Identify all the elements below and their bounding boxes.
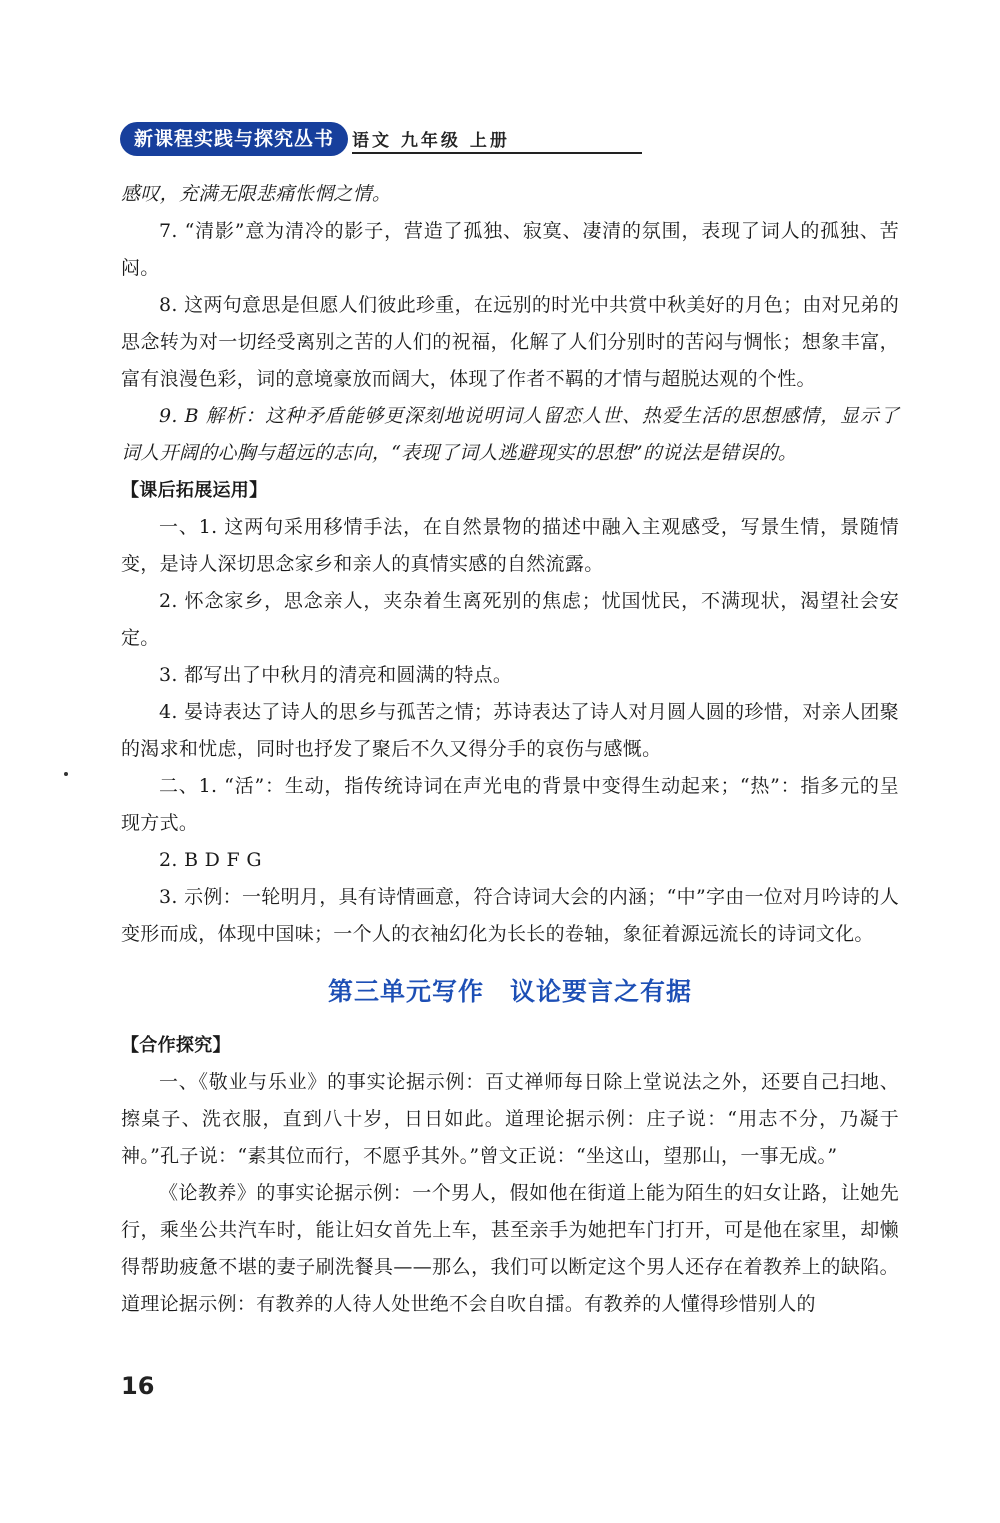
answer-9: 9. B 解析：这种矛盾能够更深刻地说明词人留恋人世、热爱生活的思想感情，显示了词人开阔的心胸与超远的志向，“表现了词人逃避现实的思想”的说法是错误的。 xyxy=(121,405,899,464)
paragraph-evidence-1: 一、《敬业与乐业》的事实论据示例：百丈禅师每日除上堂说法之外，还要自己扫地、擦桌子、洗衣服，直到八十岁，日日如此。道理论据示例：庄子说：“用志不分，乃凝于神。”孔子说：“素其位而行，不愿乎其外。”曾文正说：“坐这山，望那山，一事无成。” xyxy=(121,1071,899,1167)
margin-dot xyxy=(64,772,68,776)
answer-2-2: 2. B D F G xyxy=(159,849,262,871)
header-rule xyxy=(352,152,642,154)
section-heading-cooperation: 【合作探究】 xyxy=(121,1035,231,1056)
answer-2-1: 二、1. “活”：生动，指传统诗词在声光电的背景中变得生动起来；“热”：指多元的呈现方式。 xyxy=(121,775,899,834)
answer-8: 8. 这两句意思是但愿人们彼此珍重，在远别的时光中共赏中秋美好的月色；由对兄弟的思念转为对一切经受离别之苦的人们的祝福，化解了人们分别时的苦闷与惆怅；想象丰富，富有浪漫色彩，词的意境豪放而阔大，体现了作者不羁的才情与超脱达观的个性。 xyxy=(121,294,899,390)
chapter-title-topic: 议论要言之有据 xyxy=(510,977,693,1006)
chapter-title xyxy=(121,969,899,1015)
answer-1-1: 一、1. 这两句采用移情手法，在自然景物的描述中融入主观感受，写景生情，景随情变，是诗人深切思念家乡和亲人的真情实感的自然流露。 xyxy=(121,516,899,575)
paragraph: 感叹，充满无限悲痛怅惘之情。 xyxy=(121,183,392,205)
page-number: 16 xyxy=(121,1372,155,1400)
series-badge: 新课程实践与探究丛书 xyxy=(120,122,348,156)
section-heading-extension: 【课后拓展运用】 xyxy=(121,480,268,501)
running-header xyxy=(120,122,520,158)
answer-2-3: 3. 示例：一轮明月，具有诗情画意，符合诗词大会的内涵；“中”字由一位对月吟诗的人变形而成，体现中国味；一个人的衣袖幻化为长长的卷轴，象征着源远流长的诗词文化。 xyxy=(121,886,899,945)
answer-7: 7. “清影”意为清冷的影子，营造了孤独、寂寞、凄清的氛围，表现了词人的孤独、苦闷。 xyxy=(121,220,899,279)
chapter-title-unit: 第三单元写作 xyxy=(327,977,484,1006)
answer-1-2: 2. 怀念家乡，思念亲人，夹杂着生离死别的焦虑；忧国忧民，不满现状，渴望社会安定。 xyxy=(121,590,899,649)
book-info: 语文 九年级 上册 xyxy=(352,131,510,151)
paragraph-evidence-2: 《论教养》的事实论据示例：一个男人，假如他在街道上能为陌生的妇女让路，让她先行，乘坐公共汽车时，能让妇女首先上车，甚至亲手为她把车门打开，可是他在家里，却懒得帮助疲惫不堪的妻子刷洗餐具——那么，我们可以断定这个男人还存在着教养上的缺陷。道理论据示例：有教养的人待人处世绝不会自吹自擂。有教养的人懂得珍惜别人的 xyxy=(121,1182,899,1315)
answer-1-3: 3. 都写出了中秋月的清亮和圆满的特点。 xyxy=(159,664,513,686)
page-content xyxy=(121,176,899,1323)
answer-1-4: 4. 晏诗表达了诗人的思乡与孤苦之情；苏诗表达了诗人对月圆人圆的珍惜，对亲人团聚的渴求和忧虑，同时也抒发了聚后不久又得分手的哀伤与感慨。 xyxy=(121,701,899,760)
